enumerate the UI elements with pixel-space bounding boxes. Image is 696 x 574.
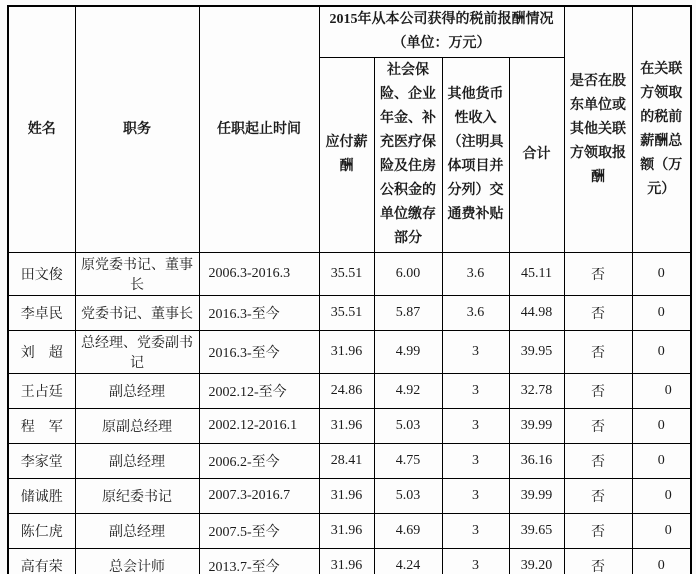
cell-name: 李卓民 [8, 296, 75, 331]
cell-other-income: 3.6 [442, 253, 509, 296]
cell-total: 45.11 [509, 253, 564, 296]
cell-position: 原纪委书记 [75, 479, 199, 514]
cell-salary: 31.96 [319, 331, 374, 374]
cell-salary: 28.41 [319, 444, 374, 479]
cell-other-income: 3 [442, 514, 509, 549]
cell-insurance: 4.92 [374, 374, 442, 409]
cell-related: 0 [632, 479, 691, 514]
cell-total: 44.98 [509, 296, 564, 331]
cell-insurance: 4.99 [374, 331, 442, 374]
cell-total: 39.99 [509, 479, 564, 514]
cell-other-income: 3.6 [442, 296, 509, 331]
cell-shareholder: 否 [564, 374, 632, 409]
cell-salary: 31.96 [319, 479, 374, 514]
table-row [8, 549, 691, 574]
cell-total: 39.65 [509, 514, 564, 549]
cell-term: 2016.3-至今 [199, 296, 319, 331]
table-row [8, 479, 691, 514]
cell-position: 副总经理 [75, 374, 199, 409]
cell-term: 2002.12-至今 [199, 374, 319, 409]
cell-salary: 35.51 [319, 296, 374, 331]
header-related: 在关联方领取的税前薪酬总额（万元） [632, 6, 691, 253]
cell-total: 36.16 [509, 444, 564, 479]
cell-other-income: 3 [442, 374, 509, 409]
cell-related: 0 [632, 331, 691, 374]
cell-term: 2013.7-至今 [199, 549, 319, 574]
cell-term: 2002.12-2016.1 [199, 409, 319, 444]
cell-salary: 31.96 [319, 514, 374, 549]
cell-salary: 24.86 [319, 374, 374, 409]
cell-salary: 31.96 [319, 409, 374, 444]
cell-position: 党委书记、董事长 [75, 296, 199, 331]
cell-name: 程 军 [8, 409, 75, 444]
cell-name: 王占廷 [8, 374, 75, 409]
cell-total: 32.78 [509, 374, 564, 409]
cell-name: 李家堂 [8, 444, 75, 479]
cell-insurance: 4.24 [374, 549, 442, 574]
header-insurance: 社会保险、企业年金、补充医疗保险及住房公积金的单位缴存部分 [374, 58, 442, 253]
cell-insurance: 5.03 [374, 409, 442, 444]
cell-related: 0 [632, 514, 691, 549]
header-shareholder: 是否在股东单位或其他关联方领取报酬 [564, 6, 632, 253]
header-name: 姓名 [8, 6, 75, 253]
cell-total: 39.20 [509, 549, 564, 574]
cell-position: 原党委书记、董事长 [75, 253, 199, 296]
cell-shareholder: 否 [564, 296, 632, 331]
cell-shareholder: 否 [564, 331, 632, 374]
cell-other-income: 3 [442, 444, 509, 479]
cell-other-income: 3 [442, 479, 509, 514]
cell-term: 2006.3-2016.3 [199, 253, 319, 296]
header-term: 任职起止时间 [199, 6, 319, 253]
cell-name: 陈仁虎 [8, 514, 75, 549]
header-other-income: 其他货币性收入（注明具体项目并分列）交通费补贴 [442, 58, 509, 253]
header-row-group [8, 6, 691, 58]
table-row [8, 444, 691, 479]
executive-compensation-table [7, 5, 692, 574]
table-row [8, 374, 691, 409]
cell-insurance: 4.75 [374, 444, 442, 479]
table-row [8, 409, 691, 444]
cell-insurance: 5.03 [374, 479, 442, 514]
cell-shareholder: 否 [564, 549, 632, 574]
cell-other-income: 3 [442, 549, 509, 574]
cell-other-income: 3 [442, 409, 509, 444]
table-row [8, 331, 691, 374]
cell-term: 2016.3-至今 [199, 331, 319, 374]
cell-related: 0 [632, 253, 691, 296]
cell-total: 39.99 [509, 409, 564, 444]
header-salary: 应付薪酬 [319, 58, 374, 253]
cell-position: 副总经理 [75, 514, 199, 549]
cell-position: 副总经理 [75, 444, 199, 479]
cell-related: 0 [632, 296, 691, 331]
cell-related: 0 [632, 374, 691, 409]
header-total: 合计 [509, 58, 564, 253]
cell-insurance: 4.69 [374, 514, 442, 549]
cell-related: 0 [632, 549, 691, 574]
cell-other-income: 3 [442, 331, 509, 374]
cell-term: 2006.2-至今 [199, 444, 319, 479]
cell-related: 0 [632, 409, 691, 444]
cell-name: 高有荣 [8, 549, 75, 574]
table-row [8, 296, 691, 331]
cell-position: 总经理、党委副书记 [75, 331, 199, 374]
cell-name: 储诚胜 [8, 479, 75, 514]
cell-insurance: 5.87 [374, 296, 442, 331]
cell-position: 总会计师 [75, 549, 199, 574]
table-row [8, 514, 691, 549]
cell-term: 2007.3-2016.7 [199, 479, 319, 514]
cell-shareholder: 否 [564, 514, 632, 549]
cell-related: 0 [632, 444, 691, 479]
cell-shareholder: 否 [564, 479, 632, 514]
header-position: 职务 [75, 6, 199, 253]
cell-position: 原副总经理 [75, 409, 199, 444]
header-group-title: 2015年从本公司获得的税前报酬情况（单位：万元） [319, 6, 564, 58]
cell-name: 刘 超 [8, 331, 75, 374]
cell-shareholder: 否 [564, 444, 632, 479]
cell-term: 2007.5-至今 [199, 514, 319, 549]
cell-name: 田文俊 [8, 253, 75, 296]
cell-insurance: 6.00 [374, 253, 442, 296]
cell-shareholder: 否 [564, 253, 632, 296]
cell-salary: 31.96 [319, 549, 374, 574]
cell-total: 39.95 [509, 331, 564, 374]
cell-salary: 35.51 [319, 253, 374, 296]
cell-shareholder: 否 [564, 409, 632, 444]
table-row [8, 253, 691, 296]
